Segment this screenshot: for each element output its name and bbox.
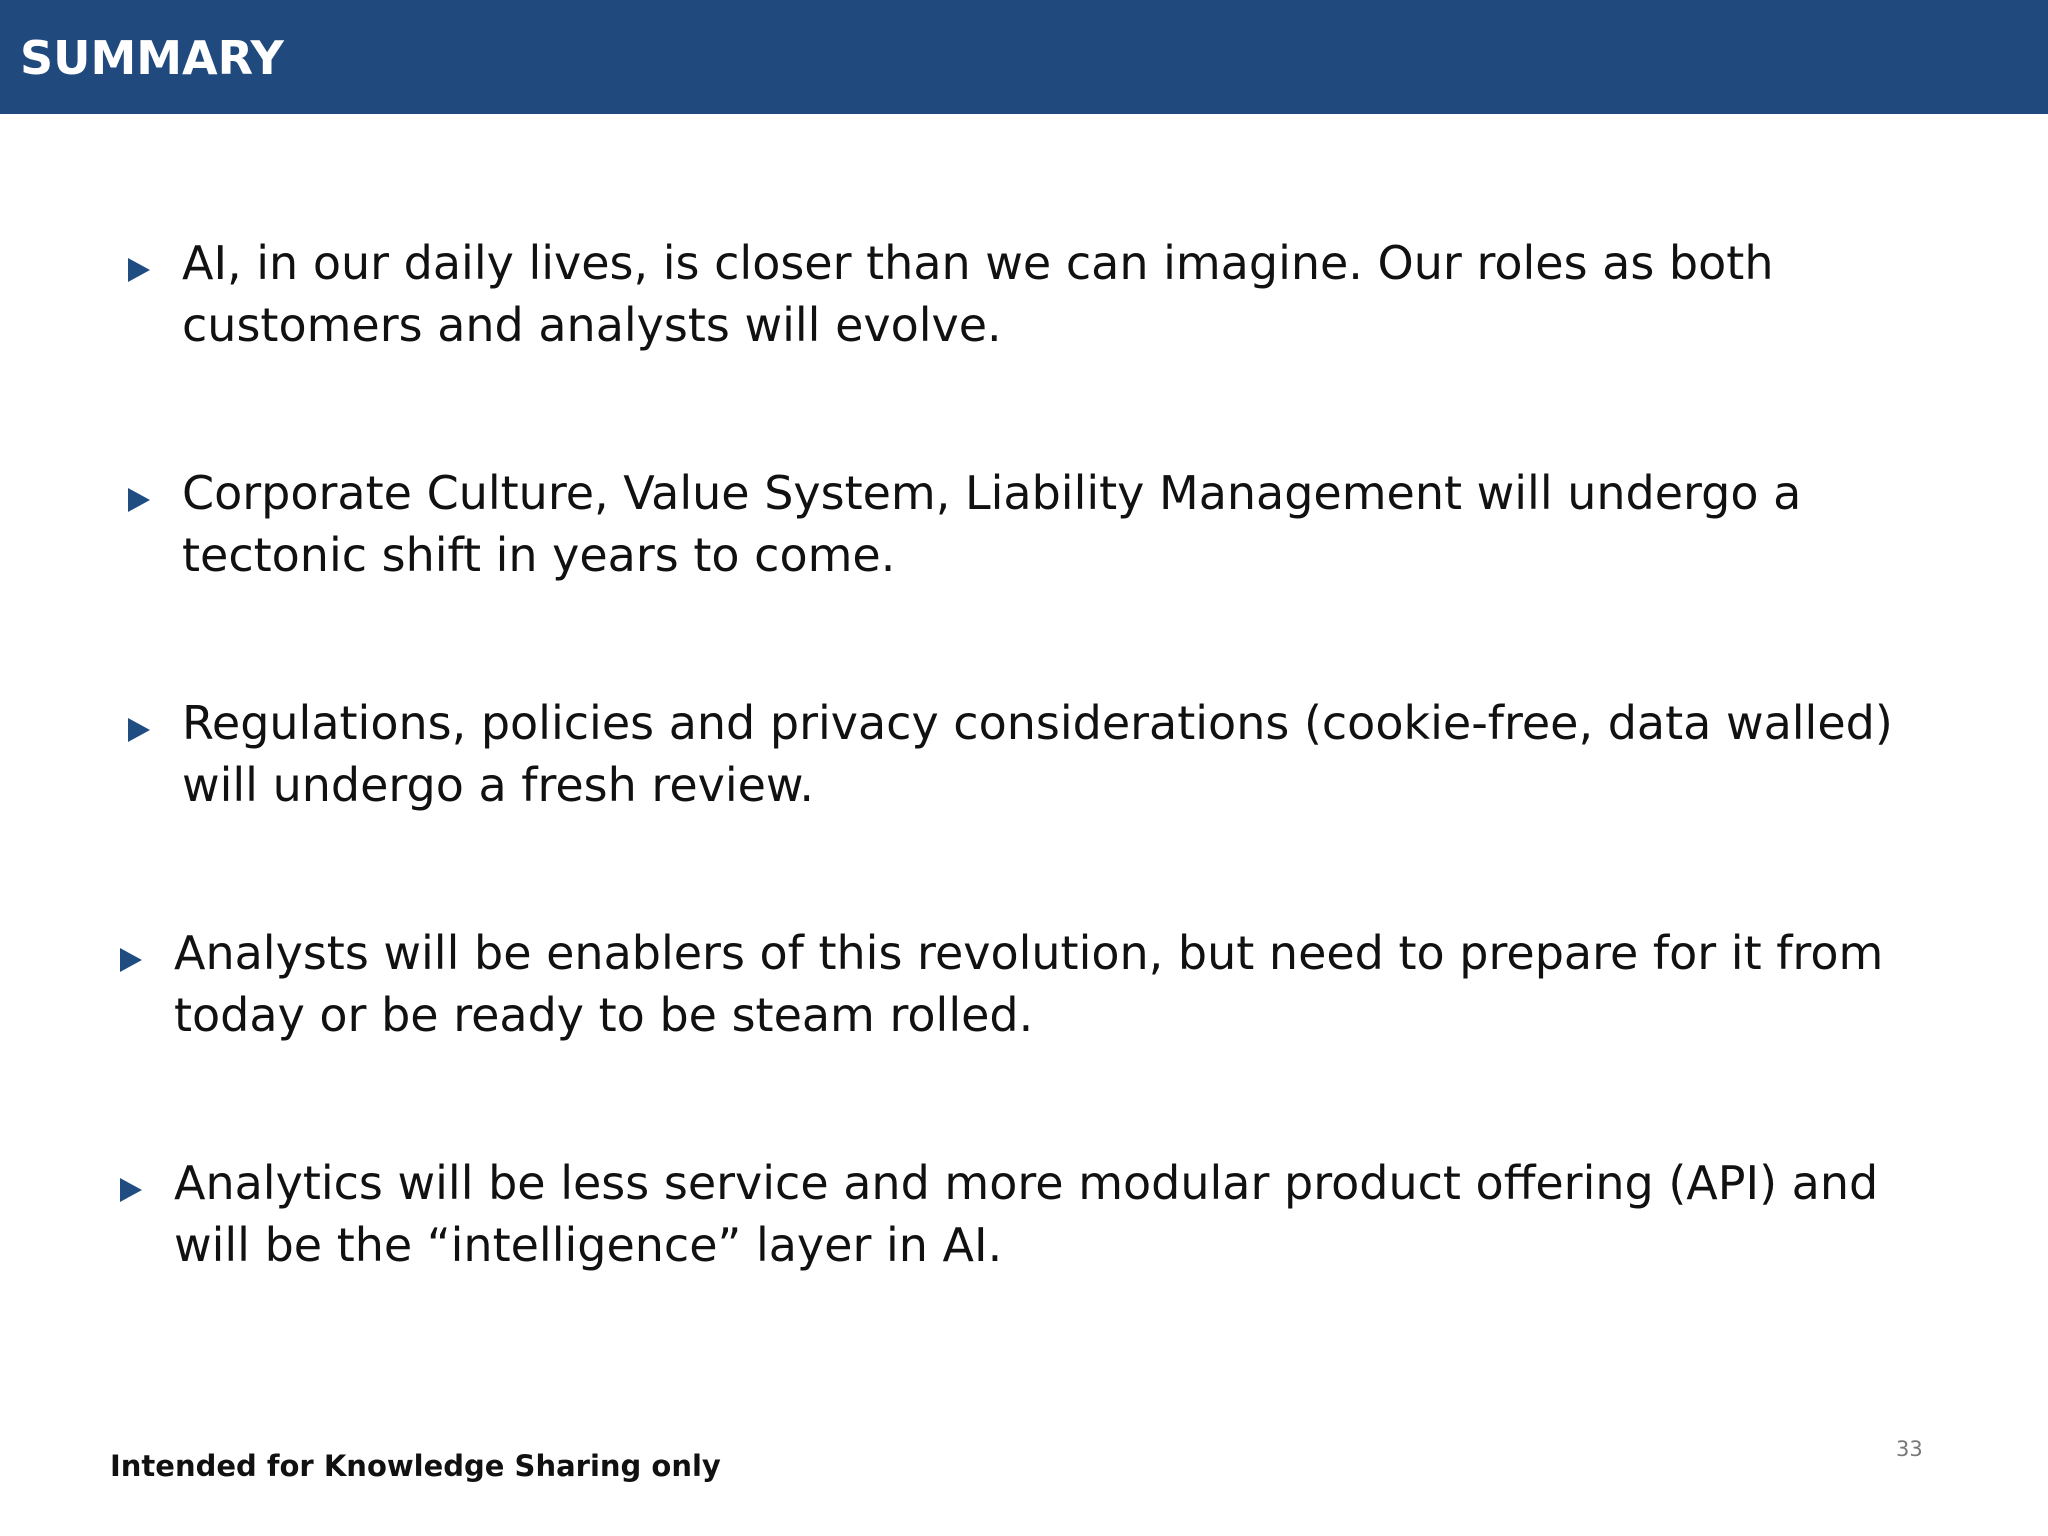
- bullet-text: AI, in our daily lives, is closer than we can imagine. Our roles as both customers and analysts will evolve.: [182, 236, 1774, 352]
- footer-note: Intended for Knowledge Sharing only: [110, 1449, 721, 1483]
- bullet-text: Analysts will be enablers of this revolution, but need to prepare for it from today or be ready to be steam rolled.: [174, 926, 1884, 1042]
- bullet-text: Analytics will be less service and more modular product offering (API) and will be the “intelligence” layer in AI.: [174, 1156, 1879, 1272]
- bullet-text: Corporate Culture, Value System, Liability Management will undergo a tectonic shift in years to come.: [182, 466, 1802, 582]
- triangle-bullet-icon: [120, 1178, 142, 1202]
- title-bar: [0, 0, 2048, 114]
- triangle-bullet-icon: [128, 718, 150, 742]
- page-number: 33: [1896, 1437, 1923, 1461]
- slide-title: SUMMARY: [20, 31, 284, 85]
- triangle-bullet-icon: [128, 488, 150, 512]
- triangle-bullet-icon: [128, 258, 150, 282]
- bullet-text: Regulations, policies and privacy considerations (cookie-free, data walled) will undergo a fresh review.: [182, 696, 1893, 812]
- triangle-bullet-icon: [120, 948, 142, 972]
